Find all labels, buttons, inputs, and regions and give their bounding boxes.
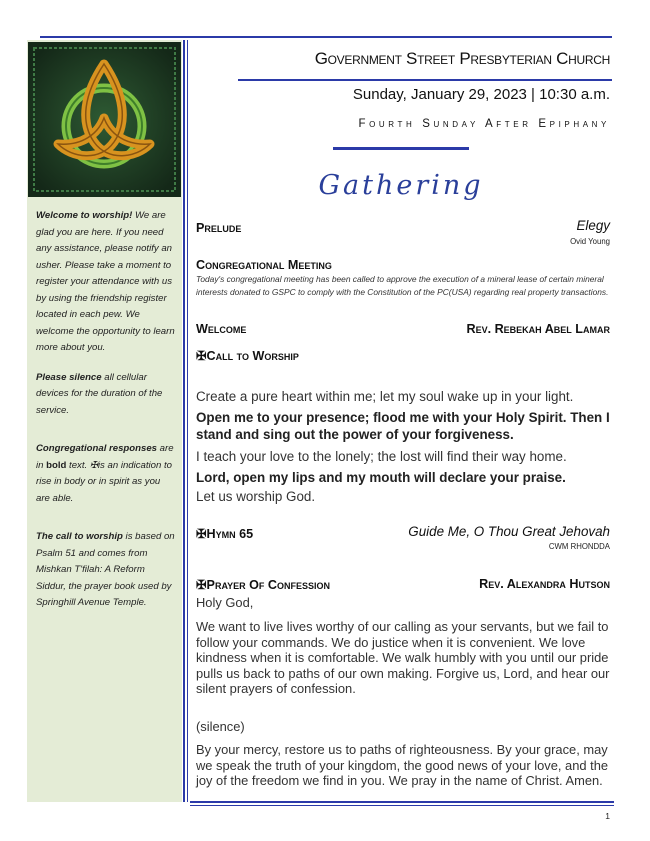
page-number: 1 [605, 811, 610, 821]
sidebar-notes [36, 208, 176, 625]
responses-note-text: text. ✠is an indication to rise in body or in spirit as you are able. [36, 459, 173, 504]
church-name: Government Street Presbyterian Church [314, 49, 610, 68]
top-rule [40, 36, 612, 38]
section-title: Gathering [318, 170, 484, 201]
call-line-4: Lord, open my lips and my mouth will declare your praise. [196, 470, 566, 485]
call-line-1: Create a pure heart within me; let my soul wake up in your light. [196, 389, 574, 404]
responses-note-mid: are in [36, 443, 174, 471]
call-line-3: I teach your love to the lonely; the lost will find their way home. [196, 449, 567, 464]
church-rule [238, 79, 612, 81]
hymn-tune: CWM RHONDDA [548, 542, 610, 551]
column-divider [183, 40, 185, 802]
call-label: ✠Call to Worship [196, 349, 299, 363]
welcome-label: Welcome [196, 322, 247, 336]
service-date: Sunday, January 29, 2023 | 10:30 a.m. [352, 86, 610, 103]
hymn-label: ✠Hymn 65 [196, 527, 254, 541]
header-short-rule [333, 147, 469, 150]
column-divider-thin [187, 40, 188, 802]
liturgical-day: Fourth Sunday After Epiphany [358, 118, 610, 130]
silence-note [36, 370, 176, 420]
prelude-composer: Ovid Young [570, 237, 610, 246]
responses-note-lead: Congregational responses [36, 443, 158, 454]
confession-silence: (silence) [196, 719, 245, 734]
call-source-note-text: is based on Psalm 51 and comes from Mishkan T'filah: A Reform Siddur, the prayer book used by Springhill Avenue Temple. [36, 531, 175, 608]
confession-leader: Rev. Alexandra Hutson [479, 577, 610, 591]
meeting-label: Congregational Meeting [196, 258, 332, 272]
prelude-label: Prelude [196, 221, 242, 235]
confession-opening: Holy God, [196, 595, 254, 610]
silence-note-lead: Please silence [36, 371, 102, 383]
confession-label: ✠Prayer Of Confession [196, 578, 331, 592]
call-source-note-lead: The call to worship [36, 531, 123, 542]
prelude-piece: Elegy [576, 218, 610, 233]
welcome-note-lead: Welcome to worship! [36, 210, 133, 221]
bottom-rule-thin [190, 805, 614, 806]
welcome-leader: Rev. Rebekah Abel Lamar [466, 322, 610, 336]
meeting-note: Today's congregational meeting has been called to approve the execution of a mineral lease of certain mineral interests donated to GSPC to comply with the Constitution of the PC(USA) regarding real property transactions. [196, 274, 609, 297]
welcome-note [36, 208, 176, 357]
bottom-rule [190, 801, 614, 803]
responses-note-bold: bold [46, 459, 67, 471]
assurance-text: By your mercy, restore us to paths of righteousness. By your grace, may we speak the truth of your kingdom, the good news of your love, and the joy of the freedom we find in you. We pray in the name of Christ. Amen. [196, 742, 609, 789]
responses-note [36, 441, 176, 507]
welcome-note-text: We are glad you are here. If you need any assistance, please notify an usher. Please take a moment to register your attendance with us by using the friendship register located in each pew. We welcome the opportunity to learn more about you. [36, 210, 175, 353]
hymn-title: Guide Me, O Thou Great Jehovah [408, 524, 610, 539]
celtic-trinity-knot-logo [28, 42, 181, 197]
call-source-note [36, 529, 176, 612]
call-line-2: Open me to your presence; flood me with your Holy Spirit. Then I stand and sing out the power of your forgiveness. [196, 410, 610, 442]
silence-note-text: all cellular devices for the duration of the service. [36, 371, 163, 416]
confession-prayer: We want to live lives worthy of our calling as your servants, but we fail to follow your commands. We do justice when it is convenient. We love kindness when it is comfortable. We walk humbly with you until our pride pulls us back to paths of our own making. Forgive us, Lord, and hear our silent prayers of confession. [196, 619, 610, 697]
call-line-5: Let us worship God. [196, 489, 316, 504]
